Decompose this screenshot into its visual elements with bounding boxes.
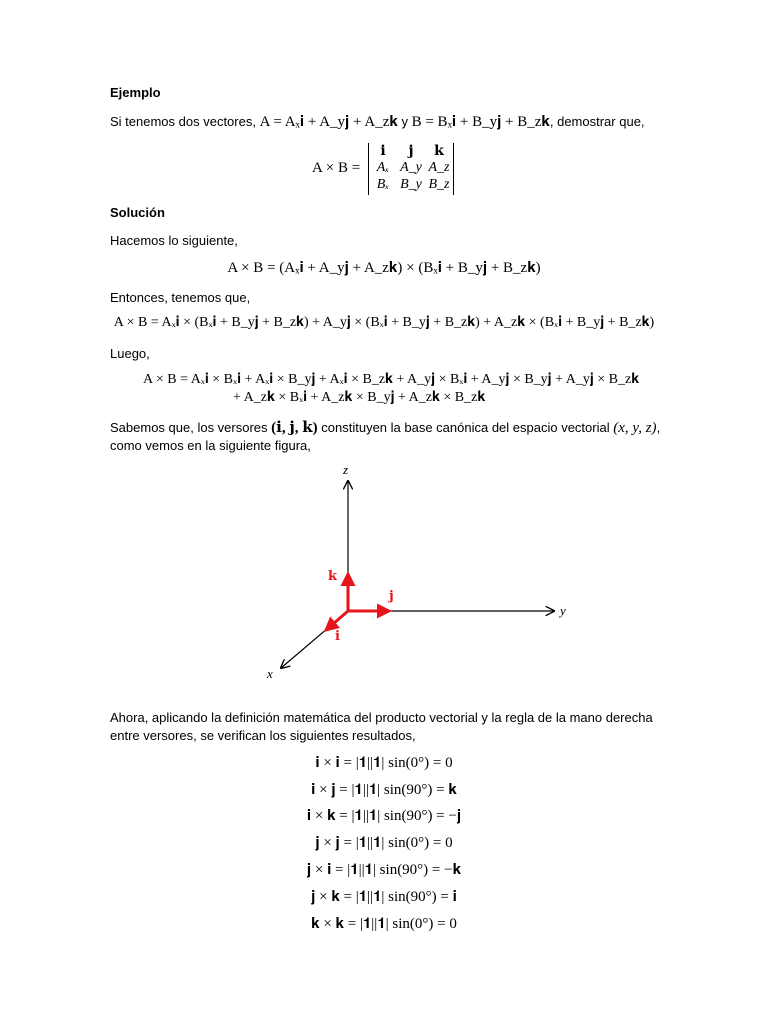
equation-2: A × B = Aₓ𝐢 × (Bₓ𝐢 + B_y𝐣 + B_z𝐤) + A_y𝐣 × (Bₓ𝐢 + B_y𝐣 + B_z𝐤) + A_z𝐤 × (Bₓ𝐢 + B_y𝐣 + B_z𝐤) (113, 315, 655, 330)
intro-eq-a: A = Aₓ𝐢 + A_y𝐣 + A_z𝐤 (259, 114, 398, 130)
vector-label-k: 𝐤 (328, 568, 338, 583)
axis-label-y: y (560, 603, 566, 618)
heading-solucion: Solución (110, 205, 165, 220)
det-cell: A_z (428, 160, 450, 175)
det-cell: B_z (428, 177, 450, 192)
determinant-lhs: A × B = (312, 160, 361, 176)
result-ji: 𝐣 × 𝐢 = |𝟏||𝟏| sin(90°) = −𝐤 (306, 862, 462, 878)
heading-ejemplo: Ejemplo (110, 85, 161, 100)
intro-prefix: Si tenemos dos vectores, (110, 114, 260, 129)
intro-eq-b: B = Bₓ𝐢 + B_y𝐣 + B_z𝐤 (411, 114, 550, 130)
vector-label-i: 𝐢 (335, 628, 340, 643)
vector-label-j: 𝐣 (389, 588, 394, 603)
result-ij: 𝐢 × 𝐣 = |𝟏||𝟏| sin(90°) = 𝐤 (311, 782, 457, 798)
sabemos-part-a: Sabemos que, los versores (110, 420, 272, 435)
result-ii: 𝐢 × 𝐢 = |𝟏||𝟏| sin(0°) = 0 (315, 755, 453, 771)
text-hacemos: Hacemos lo siguiente, (110, 233, 238, 248)
versores-tuple: (𝐢, 𝐣, 𝐤) (271, 420, 318, 436)
equation-1: A × B = (Aₓ𝐢 + A_y𝐣 + A_z𝐤) × (Bₓ𝐢 + B_y𝐣 + B_z𝐤) (227, 260, 541, 276)
intro-and: y (397, 114, 412, 129)
espacio-tuple: (x, y, z) (613, 420, 657, 436)
text-ahora-1: Ahora, aplicando la definición matemática del producto vectorial y la regla de la mano derecha (110, 710, 653, 725)
result-jj: 𝐣 × 𝐣 = |𝟏||𝟏| sin(0°) = 0 (315, 835, 453, 851)
det-cell: Bₓ (376, 177, 390, 192)
equation-3b: + A_z𝐤 × Bₓ𝐢 + A_z𝐤 × B_y𝐣 + A_z𝐤 × B_z𝐤 (233, 390, 486, 405)
result-jk: 𝐣 × 𝐤 = |𝟏||𝟏| sin(90°) = 𝐢 (311, 889, 457, 905)
det-cell: B_y (400, 177, 422, 192)
text-luego: Luego, (110, 346, 150, 361)
result-kk: 𝐤 × 𝐤 = |𝟏||𝟏| sin(0°) = 0 (311, 916, 457, 932)
det-cell: 𝐤 (434, 144, 444, 159)
intro-suffix: , demostrar que, (549, 114, 645, 129)
text-sabemos-2: como vemos en la siguiente figura, (110, 438, 311, 453)
sabemos-part-c: , (656, 420, 661, 435)
det-cell: Aₓ (376, 160, 390, 175)
text-entonces: Entonces, tenemos que, (110, 290, 251, 305)
sabemos-part-b: constituyen la base canónica del espacio vectorial (317, 420, 614, 435)
equation-3a: A × B = Aₓ𝐢 × Bₓ𝐢 + Aₓ𝐢 × B_y𝐣 + Aₓ𝐢 × B_z𝐤 + A_y𝐣 × Bₓ𝐢 + A_y𝐣 × B_y𝐣 + A_y𝐣 × B_z𝐤 (143, 372, 640, 387)
axis-label-x: x (267, 666, 273, 681)
result-ik: 𝐢 × 𝐤 = |𝟏||𝟏| sin(90°) = −𝐣 (306, 808, 462, 824)
det-cell: A_y (400, 160, 422, 175)
det-cell: 𝐢 (380, 144, 386, 159)
text-ahora-2: entre versores, se verifican los siguientes resultados, (110, 728, 416, 743)
axis-label-z: z (343, 462, 349, 477)
det-cell: 𝐣 (408, 144, 414, 159)
